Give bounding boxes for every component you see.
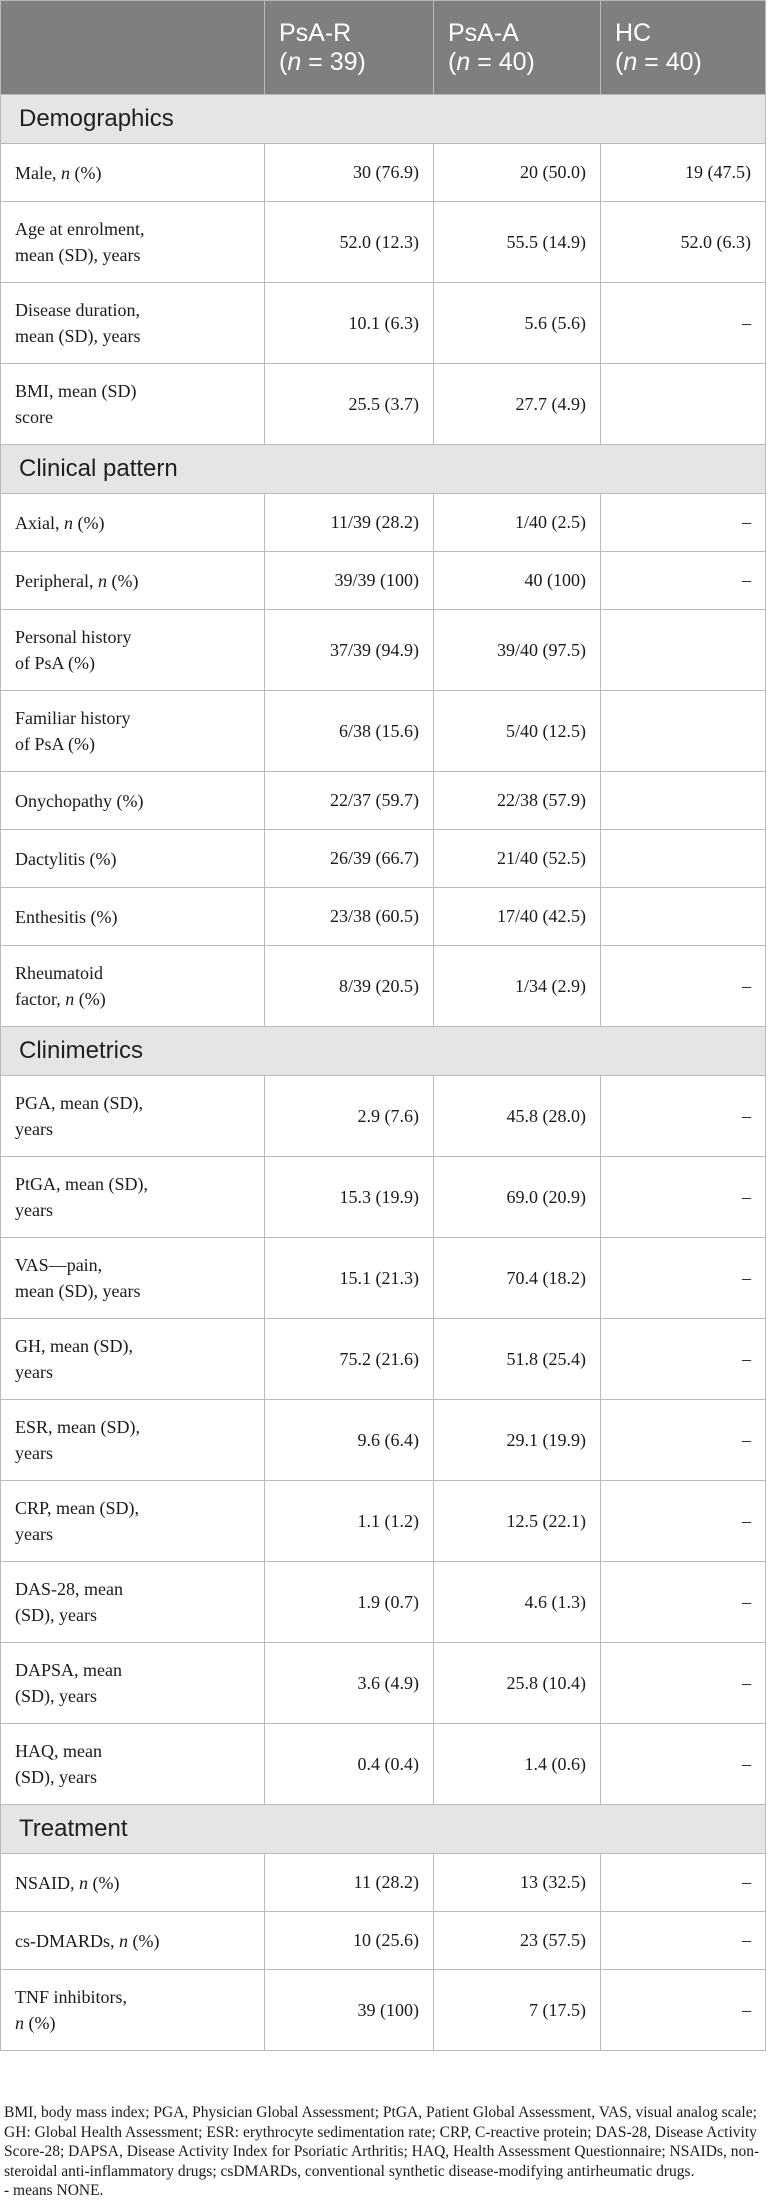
value-psa-r: 25.5 (3.7) — [265, 364, 434, 445]
row-label — [1, 202, 265, 283]
value-hc: 52.0 (6.3) — [601, 202, 766, 283]
value-psa-a: 21/40 (52.5) — [434, 830, 601, 888]
header-group-n — [448, 48, 586, 77]
value-psa-a: 1/40 (2.5) — [434, 494, 601, 552]
row-label — [1, 552, 265, 610]
value-psa-r: 15.3 (19.9) — [265, 1157, 434, 1238]
value-psa-r: 11 (28.2) — [265, 1854, 434, 1912]
value-psa-r: 39 (100) — [265, 1970, 434, 2051]
row-label-text: of PsA (%) — [15, 734, 95, 754]
value-psa-a: 69.0 (20.9) — [434, 1157, 601, 1238]
header-group-name: PsA-A — [448, 18, 519, 47]
row-label — [1, 144, 265, 202]
value-hc: – — [601, 1643, 766, 1724]
row-label-line — [15, 1414, 250, 1440]
value-psa-a: 5.6 (5.6) — [434, 283, 601, 364]
value-psa-r: 6/38 (15.6) — [265, 691, 434, 772]
value-hc: – — [601, 494, 766, 552]
row-label-line — [15, 1171, 250, 1197]
value-hc: – — [601, 946, 766, 1027]
row-label — [1, 283, 265, 364]
row-label-text: mean (SD), years — [15, 245, 141, 265]
value-hc: – — [601, 1400, 766, 1481]
row-label-text: score — [15, 407, 53, 427]
row-label-line — [15, 1333, 250, 1359]
value-psa-a: 5/40 (12.5) — [434, 691, 601, 772]
row-label-line — [15, 242, 250, 268]
row-label — [1, 691, 265, 772]
value-psa-r: 11/39 (28.2) — [265, 494, 434, 552]
row-label-line — [15, 378, 250, 404]
row-label-italic: n — [119, 1930, 129, 1951]
row-label-text: (%) — [106, 570, 139, 591]
row-label-italic: n — [15, 2013, 24, 2033]
value-psa-a: 22/38 (57.9) — [434, 772, 601, 830]
value-hc: – — [601, 1912, 766, 1970]
row-label-line — [15, 1602, 250, 1628]
row-label-line — [15, 1278, 250, 1304]
row-label-line — [15, 510, 250, 536]
table-row — [1, 1724, 766, 1805]
row-label — [1, 1562, 265, 1643]
row-label-line — [15, 1984, 250, 2010]
value-psa-r: 10.1 (6.3) — [265, 283, 434, 364]
footnote-abbreviations: BMI, body mass index; PGA, Physician Global Assessment; PtGA, Patient Global Assessment, VAS, visual analog scale; GH: Global Health Assessment; ESR: erythrocyte sedimentation rate; CRP, C-reactive protein; DAS-28, Disease Activity Score-28; DAPSA, Disease Activity Index for Psoriatic Arthritis; HAQ, Health Assessment Questionnaire; NSAIDs, non-steroidal anti-inflammatory drugs; csDMARDs, conventional synthetic disease-modifying antirheumatic drugs. — [4, 2104, 760, 2180]
row-label-line — [15, 1928, 250, 1954]
header-n-symbol: n — [623, 47, 638, 76]
header-blank-cell — [1, 1, 265, 95]
row-label-text: VAS—pain, — [15, 1255, 103, 1275]
header-n-value: = 40) — [637, 47, 702, 76]
row-label — [1, 1076, 265, 1157]
row-label-text: Age at enrolment, — [15, 219, 145, 239]
table-row — [1, 1912, 766, 1970]
row-label — [1, 888, 265, 946]
row-label-line — [15, 788, 250, 814]
section-title: Demographics — [1, 95, 766, 144]
row-label-text: (SD), years — [15, 1605, 97, 1625]
table-row — [1, 1643, 766, 1724]
row-label — [1, 1319, 265, 1400]
value-hc: – — [601, 1562, 766, 1643]
value-psa-r: 52.0 (12.3) — [265, 202, 434, 283]
row-label — [1, 1481, 265, 1562]
row-label — [1, 1157, 265, 1238]
row-label-line — [15, 216, 250, 242]
value-psa-a: 39/40 (97.5) — [434, 610, 601, 691]
value-hc: – — [601, 1481, 766, 1562]
row-label-text: DAS-28, mean — [15, 1579, 123, 1599]
row-label-line — [15, 404, 250, 430]
value-psa-a: 4.6 (1.3) — [434, 1562, 601, 1643]
row-label-line — [15, 1197, 250, 1223]
value-psa-r: 8/39 (20.5) — [265, 946, 434, 1027]
row-label-text: (SD), years — [15, 1686, 97, 1706]
table-row — [1, 1854, 766, 1912]
row-label-line — [15, 986, 250, 1012]
value-hc: – — [601, 1854, 766, 1912]
section-header-row — [1, 95, 766, 144]
header-n-prefix: ( — [279, 47, 288, 76]
row-label-line — [15, 568, 250, 594]
row-label-italic: n — [79, 1872, 89, 1893]
value-psa-r: 1.1 (1.2) — [265, 1481, 434, 1562]
row-label-text: Familiar history — [15, 708, 131, 728]
row-label-text: factor, — [15, 989, 66, 1009]
row-label-text: Onychopathy (%) — [15, 790, 144, 811]
row-label-line — [15, 650, 250, 676]
header-group-n — [615, 48, 751, 77]
value-psa-a: 17/40 (42.5) — [434, 888, 601, 946]
row-label-line — [15, 1521, 250, 1547]
row-label-text: (%) — [128, 1930, 160, 1951]
table-row — [1, 946, 766, 1027]
value-hc: 19 (47.5) — [601, 144, 766, 202]
value-psa-a: 1/34 (2.9) — [434, 946, 601, 1027]
row-label-text: Axial, — [15, 512, 64, 533]
row-label-text: of PsA (%) — [15, 653, 95, 673]
value-hc — [601, 772, 766, 830]
value-hc: – — [601, 283, 766, 364]
row-label-text: Disease duration, — [15, 300, 140, 320]
row-label — [1, 1724, 265, 1805]
row-label-line — [15, 1657, 250, 1683]
value-psa-r: 39/39 (100) — [265, 552, 434, 610]
row-label-line — [15, 960, 250, 986]
value-psa-a: 51.8 (25.4) — [434, 1319, 601, 1400]
row-label-text: GH, mean (SD), — [15, 1336, 133, 1356]
table-row — [1, 364, 766, 445]
table-header-row — [1, 1, 766, 95]
row-label-text: cs-DMARDs, — [15, 1930, 120, 1951]
value-psa-r: 10 (25.6) — [265, 1912, 434, 1970]
row-label-italic: n — [64, 512, 73, 533]
row-label-line — [15, 624, 250, 650]
row-label-line — [15, 297, 250, 323]
value-psa-r: 9.6 (6.4) — [265, 1400, 434, 1481]
value-hc: – — [601, 1970, 766, 2051]
section-header-row — [1, 1027, 766, 1076]
row-label-text: (%) — [88, 1872, 120, 1893]
row-label-line — [15, 1359, 250, 1385]
header-group-name: HC — [615, 18, 652, 47]
header-n-value: = 40) — [470, 47, 535, 76]
row-label-text: Enthesitis (%) — [15, 906, 118, 927]
value-psa-r: 2.9 (7.6) — [265, 1076, 434, 1157]
value-psa-a: 40 (100) — [434, 552, 601, 610]
header-n-value: = 39) — [301, 47, 366, 76]
header-n-prefix: ( — [448, 47, 457, 76]
header-n-symbol: n — [287, 47, 302, 76]
row-label-line — [15, 1576, 250, 1602]
value-psa-a: 7 (17.5) — [434, 1970, 601, 2051]
header-group-n — [279, 48, 419, 77]
value-psa-a: 23 (57.5) — [434, 1912, 601, 1970]
header-group-hc — [601, 1, 766, 95]
row-label — [1, 946, 265, 1027]
table-row — [1, 144, 766, 202]
row-label-text: years — [15, 1524, 53, 1544]
header-group-psa-r — [265, 1, 434, 95]
row-label — [1, 1238, 265, 1319]
table-row — [1, 1319, 766, 1400]
row-label — [1, 1912, 265, 1970]
table-row — [1, 610, 766, 691]
value-hc: – — [601, 1724, 766, 1805]
row-label-line — [15, 1738, 250, 1764]
row-label-text: Rheumatoid — [15, 963, 103, 983]
row-label-text: (SD), years — [15, 1767, 97, 1787]
row-label — [1, 772, 265, 830]
section-title: Clinimetrics — [1, 1027, 766, 1076]
row-label-line — [15, 731, 250, 757]
row-label-line — [15, 323, 250, 349]
table-row — [1, 1400, 766, 1481]
value-hc: – — [601, 1157, 766, 1238]
row-label-line — [15, 846, 250, 872]
header-group-name: PsA-R — [279, 18, 352, 47]
value-hc — [601, 830, 766, 888]
row-label-text: Peripheral, — [15, 570, 98, 591]
row-label — [1, 1643, 265, 1724]
value-psa-a: 29.1 (19.9) — [434, 1400, 601, 1481]
table-row — [1, 494, 766, 552]
header-n-symbol: n — [456, 47, 471, 76]
table-row — [1, 830, 766, 888]
row-label-line — [15, 160, 250, 186]
row-label — [1, 1400, 265, 1481]
value-psa-a: 45.8 (28.0) — [434, 1076, 601, 1157]
table-row — [1, 772, 766, 830]
section-header-row — [1, 445, 766, 494]
row-label-text: Personal history — [15, 627, 132, 647]
row-label-text: HAQ, mean — [15, 1741, 102, 1761]
header-group-psa-a — [434, 1, 601, 95]
section-header-row — [1, 1805, 766, 1854]
row-label-line — [15, 1090, 250, 1116]
row-label-line — [15, 1116, 250, 1142]
table-footnote — [4, 2103, 768, 2201]
value-psa-r: 23/38 (60.5) — [265, 888, 434, 946]
value-hc: – — [601, 1238, 766, 1319]
value-psa-a: 55.5 (14.9) — [434, 202, 601, 283]
value-psa-r: 30 (76.9) — [265, 144, 434, 202]
row-label-text: PGA, mean (SD), — [15, 1093, 143, 1113]
row-label-text: (%) — [74, 989, 106, 1009]
row-label-text: years — [15, 1443, 53, 1463]
table-row — [1, 1970, 766, 2051]
section-title: Treatment — [1, 1805, 766, 1854]
value-psa-a: 25.8 (10.4) — [434, 1643, 601, 1724]
row-label — [1, 364, 265, 445]
table-row — [1, 552, 766, 610]
row-label-line — [15, 1252, 250, 1278]
row-label-text: (%) — [24, 2013, 56, 2033]
row-label-text: Dactylitis (%) — [15, 848, 117, 869]
value-psa-r: 75.2 (21.6) — [265, 1319, 434, 1400]
row-label-line — [15, 1440, 250, 1466]
row-label-text: CRP, mean (SD), — [15, 1498, 140, 1518]
value-psa-r: 37/39 (94.9) — [265, 610, 434, 691]
table-row — [1, 1076, 766, 1157]
row-label-line — [15, 1495, 250, 1521]
row-label-text: Male, — [15, 162, 61, 183]
row-label-italic: n — [65, 989, 75, 1009]
table-row — [1, 691, 766, 772]
table-row — [1, 1238, 766, 1319]
row-label-text: DAPSA, mean — [15, 1660, 122, 1680]
value-hc: – — [601, 552, 766, 610]
table-row — [1, 1157, 766, 1238]
table-row — [1, 202, 766, 283]
value-hc — [601, 610, 766, 691]
row-label-text: PtGA, mean (SD), — [15, 1174, 148, 1194]
value-psa-r: 3.6 (4.9) — [265, 1643, 434, 1724]
row-label — [1, 1970, 265, 2051]
row-label-text: years — [15, 1362, 53, 1382]
table-row — [1, 283, 766, 364]
table-row — [1, 1481, 766, 1562]
row-label-italic: n — [60, 162, 70, 183]
value-hc — [601, 888, 766, 946]
row-label-line — [15, 1764, 250, 1790]
section-title: Clinical pattern — [1, 445, 766, 494]
row-label-line — [15, 1870, 250, 1896]
value-hc — [601, 364, 766, 445]
row-label — [1, 1854, 265, 1912]
value-psa-a: 13 (32.5) — [434, 1854, 601, 1912]
value-psa-r: 22/37 (59.7) — [265, 772, 434, 830]
value-psa-r: 1.9 (0.7) — [265, 1562, 434, 1643]
footnote-dash-note: - means NONE. — [4, 2182, 104, 2199]
table-row — [1, 888, 766, 946]
value-hc — [601, 691, 766, 772]
row-label-text: ESR, mean (SD), — [15, 1417, 140, 1437]
row-label-line — [15, 904, 250, 930]
row-label-text: years — [15, 1119, 53, 1139]
header-n-prefix: ( — [615, 47, 624, 76]
row-label — [1, 610, 265, 691]
row-label — [1, 494, 265, 552]
value-psa-r: 0.4 (0.4) — [265, 1724, 434, 1805]
row-label-text: mean (SD), years — [15, 326, 141, 346]
row-label-text: NSAID, — [15, 1872, 80, 1893]
row-label-line — [15, 1683, 250, 1709]
row-label-italic: n — [97, 570, 107, 591]
value-psa-a: 27.7 (4.9) — [434, 364, 601, 445]
row-label-text: TNF inhibitors, — [15, 1987, 128, 2007]
row-label-text: (%) — [69, 162, 102, 183]
value-psa-r: 26/39 (66.7) — [265, 830, 434, 888]
value-psa-a: 20 (50.0) — [434, 144, 601, 202]
row-label — [1, 830, 265, 888]
table-row — [1, 1562, 766, 1643]
value-psa-a: 12.5 (22.1) — [434, 1481, 601, 1562]
row-label-line — [15, 2010, 250, 2036]
row-label-text: years — [15, 1200, 53, 1220]
value-psa-a: 1.4 (0.6) — [434, 1724, 601, 1805]
value-hc: – — [601, 1076, 766, 1157]
value-psa-r: 15.1 (21.3) — [265, 1238, 434, 1319]
row-label-line — [15, 705, 250, 731]
value-hc: – — [601, 1319, 766, 1400]
row-label-text: mean (SD), years — [15, 1281, 141, 1301]
row-label-text: BMI, mean (SD) — [15, 381, 137, 401]
value-psa-a: 70.4 (18.2) — [434, 1238, 601, 1319]
row-label-text: (%) — [73, 512, 105, 533]
